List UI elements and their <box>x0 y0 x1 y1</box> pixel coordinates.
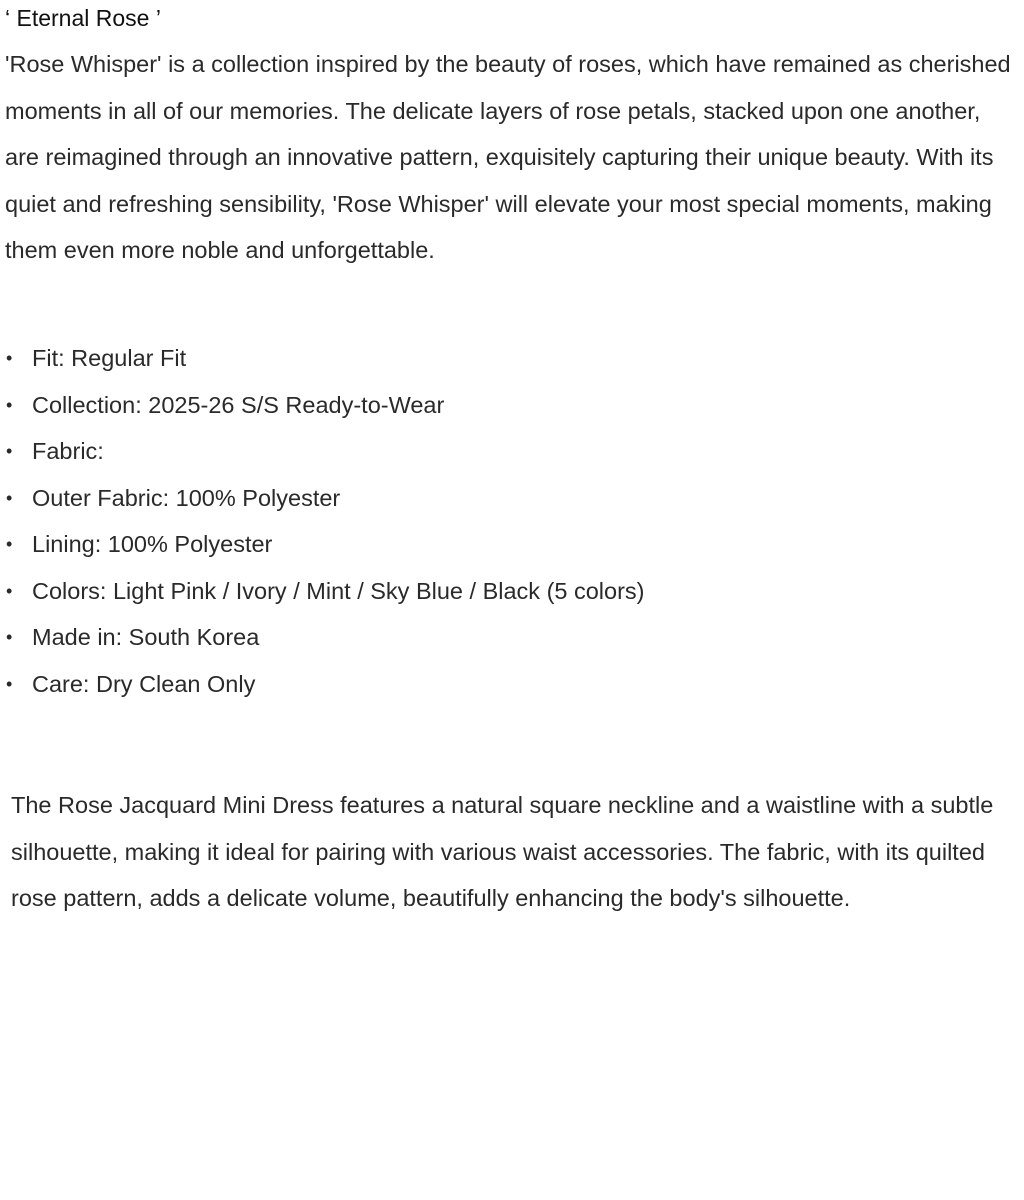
spec-item-lining <box>0 521 1010 568</box>
spec-item-made-in <box>0 614 1010 661</box>
spec-text: Fabric: <box>32 438 104 464</box>
spec-item-care <box>0 661 1010 708</box>
bullet-icon: • <box>6 534 13 554</box>
spec-item-outer-fabric <box>0 475 1010 522</box>
spec-item-fabric <box>0 428 1010 475</box>
spec-item-colors <box>0 568 1010 615</box>
spec-text: Care: Dry Clean Only <box>32 670 256 697</box>
spec-text: Outer Fabric: 100% Polyester <box>32 484 341 511</box>
spec-text: Fit: Regular Fit <box>32 345 187 371</box>
bullet-icon: • <box>6 627 13 647</box>
spec-text: Made in: South Korea <box>32 624 260 650</box>
spec-item-collection <box>0 382 1010 429</box>
bullet-icon: • <box>6 441 13 461</box>
bullet-icon: • <box>6 348 13 368</box>
spec-text: Colors: Light Pink / Ivory / Mint / Sky Blue / Black (5 colors) <box>32 577 645 604</box>
spec-list <box>0 335 1010 707</box>
bullet-icon: • <box>6 580 13 601</box>
product-description-text: The Rose Jacquard Mini Dress features a natural square neckline and a waistline with a subtle silhouette, making it ideal for pairing with various waist accessories. The fabric, with its quilted rose pattern, adds a delicate volume, beautifully enhancing the body's silhouette. <box>11 792 994 911</box>
spec-item-fit <box>0 335 1010 382</box>
spec-text: Lining: 100% Polyester <box>32 531 273 557</box>
spec-text: Collection: 2025-26 S/S Ready-to-Wear <box>32 391 445 418</box>
bullet-icon: • <box>6 487 13 508</box>
product-title: ‘ Eternal Rose ’ <box>5 5 161 31</box>
bullet-icon: • <box>6 673 13 694</box>
collection-intro-text: 'Rose Whisper' is a collection inspired by the beauty of roses, which have remained as cherished moments in all of our memories. The delicate layers of rose petals, stacked upon one another, are reimagined through an innovative pattern, exquisitely capturing their unique beauty. With its quiet and refreshing sensibility, 'Rose Whisper' will elevate your most special moments, making them even more noble and unforgettable. <box>5 51 1011 263</box>
bullet-icon: • <box>6 394 13 415</box>
